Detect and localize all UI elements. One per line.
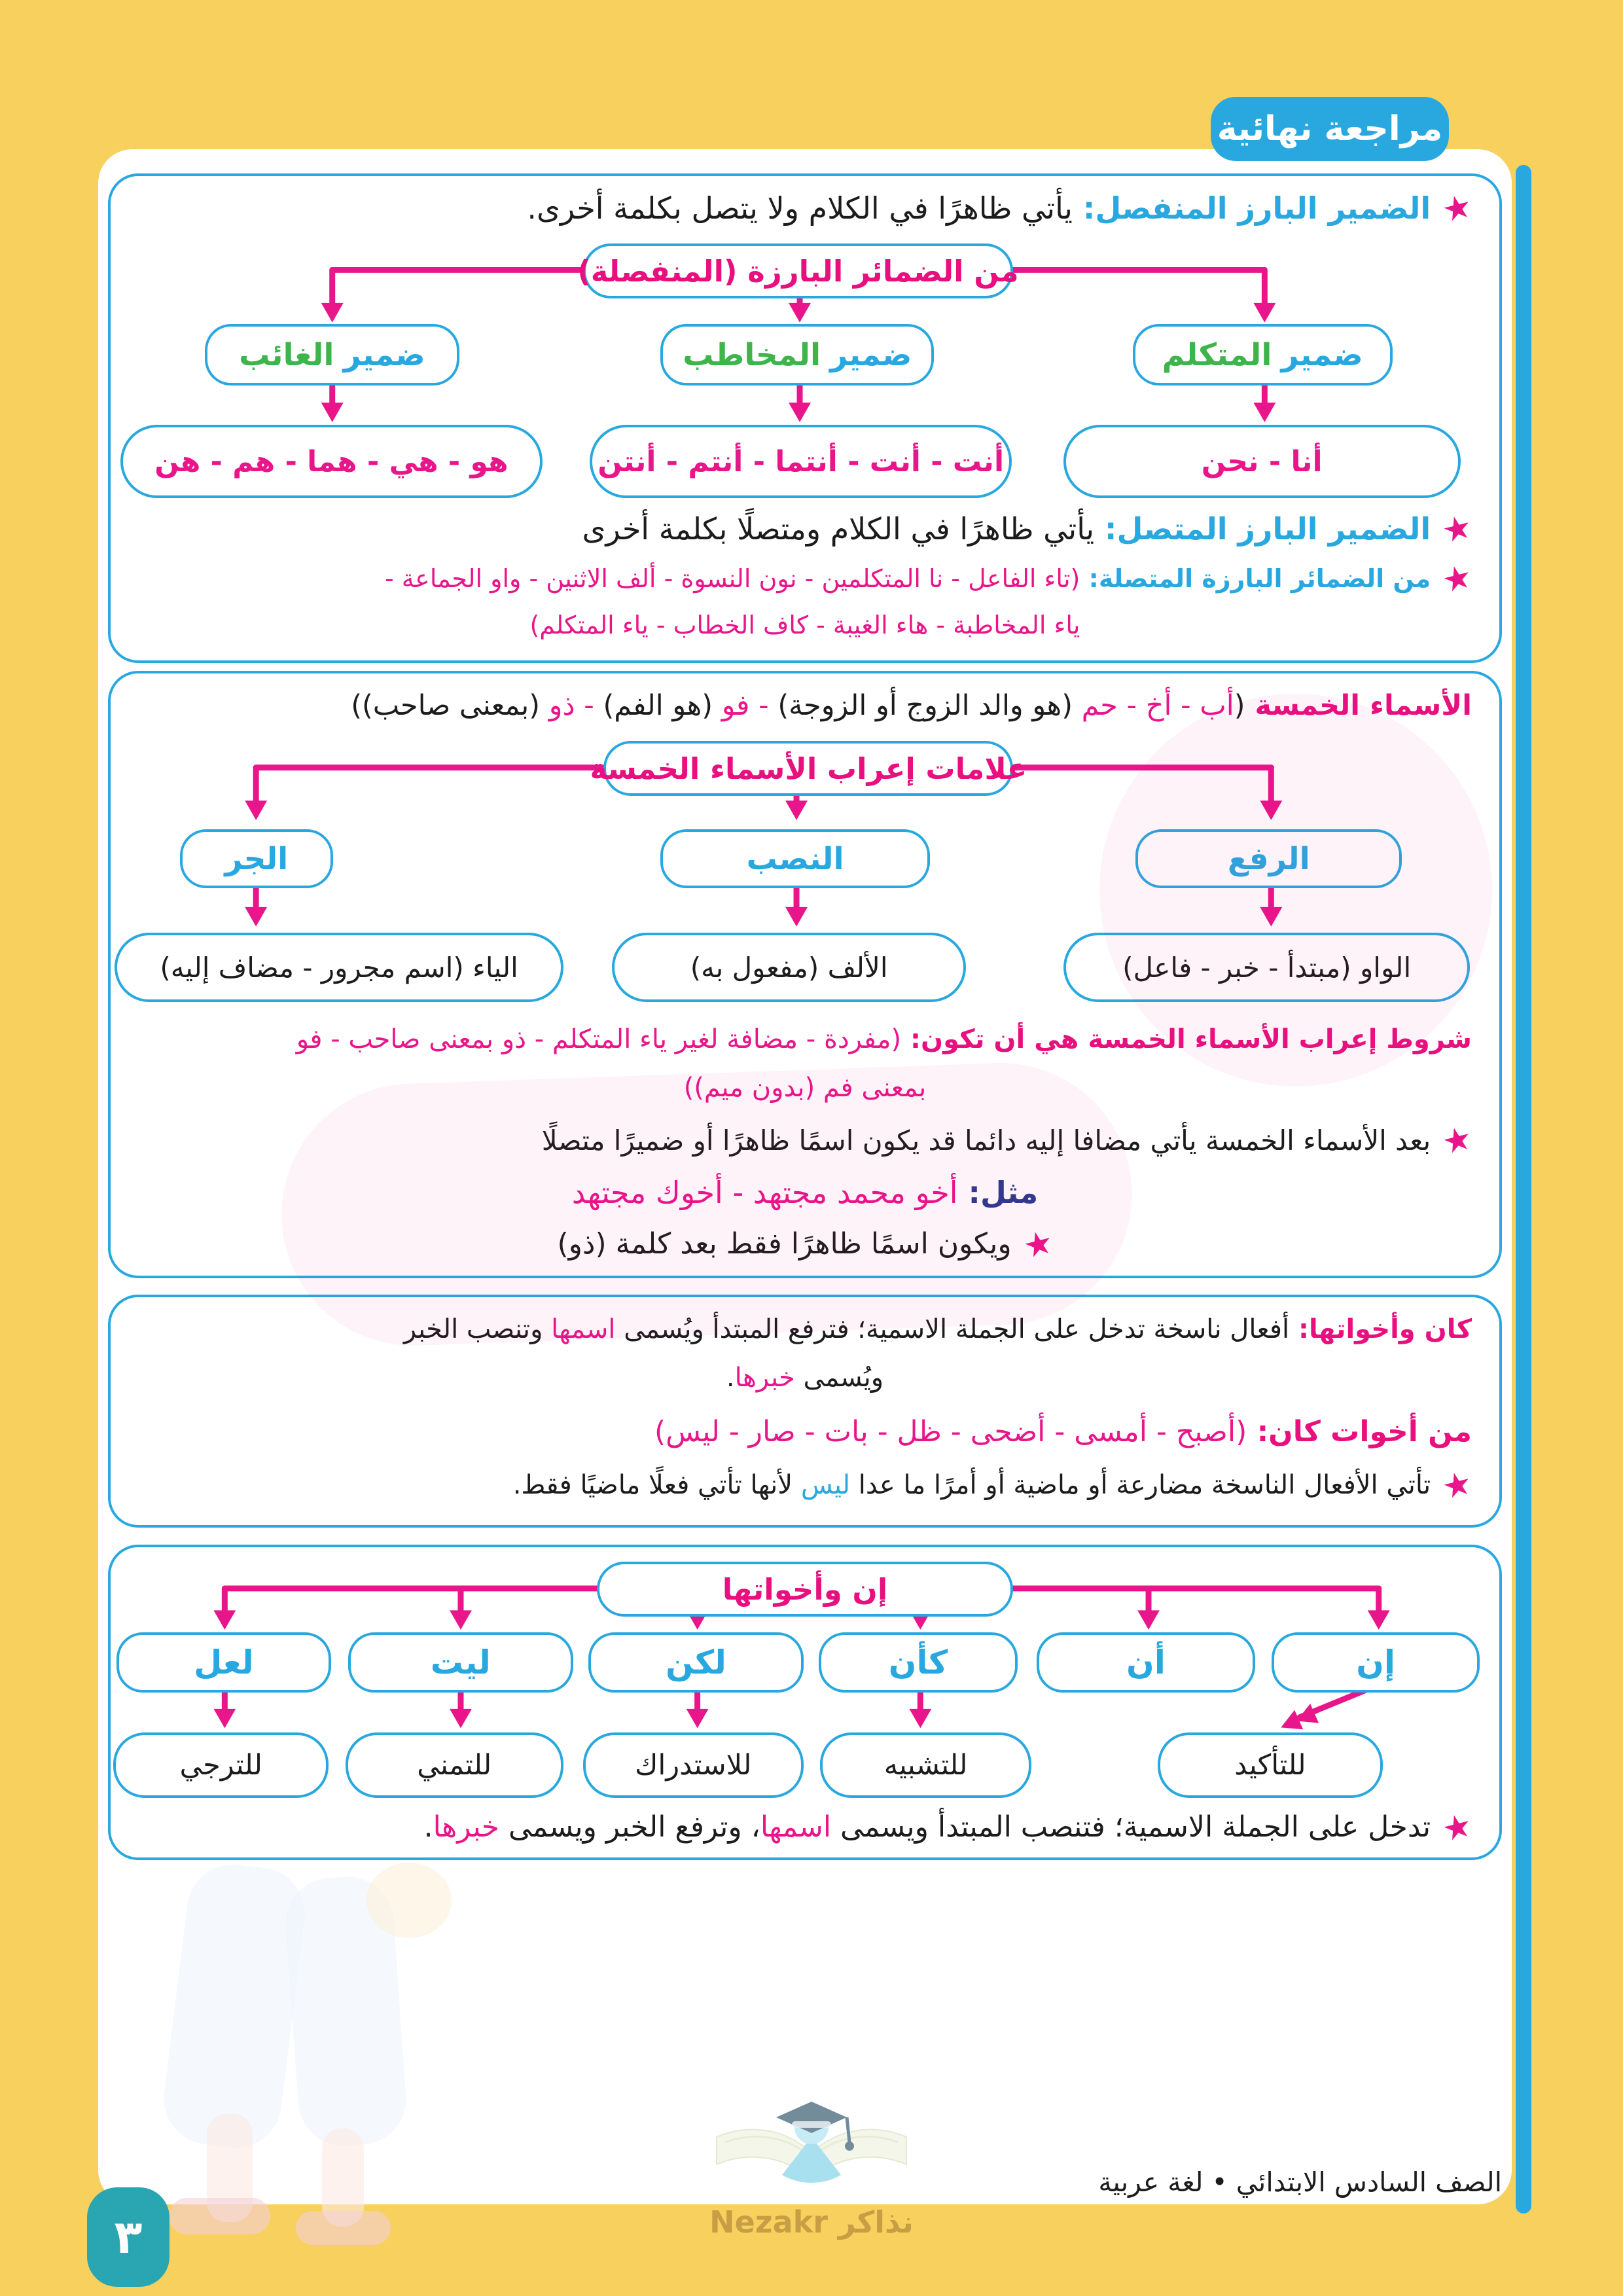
meaning-wish: للتمني	[346, 1732, 563, 1798]
sheet-edge-accent	[1516, 165, 1531, 2214]
case-detail-jar: الياء (اسم مجرور - مضاف إليه)	[115, 933, 563, 1002]
footer-subject: الصف السادس الابتدائي • لغة عربية	[1098, 2166, 1502, 2198]
meaning-hope: للترجي	[113, 1732, 329, 1798]
five-nouns-note-mudaf: ★ بعد الأسماء الخمسة يأتي مضافا إليه دائما قد يكون اسمًا ظاهرًا أو ضميرًا متصلًا	[138, 1124, 1472, 1157]
inna-note: ★ تدخل على الجملة الاسمية؛ فتنصب المبتدأ ويسمى اسمها، وترفع الخبر ويسمى خبرها.	[138, 1810, 1472, 1844]
flow-root-inna-sisters: إن وأخواتها	[597, 1562, 1014, 1617]
definition-text: الضمير البارز المنفصل: يأتي ظاهرًا في الكلام ولا يتصل بكلمة أخرى.	[527, 190, 1431, 226]
star-icon	[1439, 188, 1476, 227]
meaning-correction: للاستدراك	[583, 1732, 804, 1798]
five-nouns-conditions-line2: بمعنى فم (بدون ميم))	[683, 1073, 927, 1103]
particle-laalla: لعل	[116, 1632, 332, 1693]
five-nouns-note-dhu: ★ ويكون اسمًا ظاهرًا فقط بعد كلمة (ذو)	[138, 1227, 1472, 1261]
star-icon	[1020, 1225, 1056, 1263]
attached-pronoun-list-line1: ★ من الضمائر البارزة المتصلة: (تاء الفاعل - نا المتكلمين - نون النسوة - ألف الاثنين - واو الجماعة -	[138, 562, 1472, 595]
flow-node-jar: الجر	[180, 829, 332, 888]
separate-pronoun-definition	[138, 190, 1472, 226]
character-shoe	[296, 2211, 391, 2245]
star-icon	[1439, 509, 1476, 548]
publisher-wordmark: نذاكر Nezakr	[709, 2204, 914, 2240]
meaning-simile: للتشبيه	[820, 1732, 1031, 1798]
card-kana-sisters	[108, 1295, 1502, 1528]
particle-anna: أن	[1037, 1632, 1255, 1693]
particle-inna: إن	[1272, 1632, 1480, 1693]
star-icon	[1439, 1808, 1476, 1846]
attached-pronoun-list-line2: ياء المخاطبة - هاء الغيبة - كاف الخطاب - ياء المتكلم)	[529, 611, 1080, 639]
flow-node-nasb: النصب	[660, 829, 930, 888]
card-separate-pronouns	[108, 173, 1502, 663]
page-number-badge: ٣	[87, 2187, 169, 2287]
meaning-emphasis: للتأكيد	[1158, 1732, 1383, 1798]
flow-node-addressee-pronoun: ضمير المخاطب	[660, 324, 934, 386]
review-badge: مراجعة نهائية	[1211, 97, 1449, 161]
particle-lakinna: لكن	[588, 1632, 804, 1693]
five-nouns-example: مثل: أخو محمد مجتهد - أخوك مجتهد	[571, 1175, 1039, 1210]
flow-node-speaker-pronoun: ضمير المتكلم	[1133, 324, 1393, 386]
star-icon	[1439, 1465, 1476, 1504]
kana-definition-line2: ويُسمى خبرها.	[726, 1363, 884, 1393]
flow-root-label: من الضمائر البارزة (المنفصلة)	[577, 253, 1019, 289]
flow-node-absent-pronoun: ضمير الغائب	[205, 324, 459, 386]
publisher-logo-icon	[707, 2091, 916, 2208]
flow-node-raf: الرفع	[1135, 829, 1402, 888]
pronoun-list-absent: هو - هي - هما - هم - هن	[120, 425, 543, 498]
pronoun-list-speaker: أنا - نحن	[1063, 425, 1461, 498]
particle-layta: ليت	[348, 1632, 573, 1693]
card-five-nouns	[108, 671, 1502, 1278]
star-icon	[1439, 559, 1476, 598]
attached-pronoun-definition: ★ الضمير البارز المتصل: يأتي ظاهرًا في الكلام ومتصلًا بكلمة أخرى	[138, 511, 1472, 547]
five-nouns-intro: الأسماء الخمسة (أب - أخ - حم (هو والد الزوج أو الزوجة) - فو (هو الفم) - ذو (بمعنى صاحب))	[351, 689, 1472, 722]
star-icon	[1439, 1121, 1476, 1159]
flow-root-separate-pronouns	[577, 243, 1019, 298]
case-detail-nasb: الألف (مفعول به)	[612, 933, 966, 1002]
character-hand	[366, 1863, 452, 1938]
kana-sisters-list: من أخوات كان: (أصبح - أمسى - أضحى - ظل - بات - صار - ليس)	[654, 1415, 1472, 1448]
flow-root-five-nouns-cases: علامات إعراب الأسماء الخمسة	[603, 741, 1013, 796]
particle-kaanna: كأن	[819, 1632, 1017, 1693]
kana-note: ★ تأتي الأفعال الناسخة مضارعة أو ماضية أو أمرًا ما عدا ليس لأنها تأتي فعلًا ماضيًا فقط.	[138, 1469, 1472, 1501]
pronoun-list-addressee: أنت - أنت - أنتما - أنتم - أنتن	[590, 425, 1012, 498]
kana-definition-line1: كان وأخواتها: أفعال ناسخة تدخل على الجملة الاسمية؛ فترفع المبتدأ ويُسمى اسمها وتنصب الخبر	[403, 1314, 1472, 1344]
card-inna-sisters	[108, 1545, 1502, 1860]
case-detail-raf: الواو (مبتدأ - خبر - فاعل)	[1063, 933, 1471, 1002]
character-shoe	[169, 2198, 270, 2234]
five-nouns-conditions-line1: شروط إعراب الأسماء الخمسة هي أن تكون: (مفردة - مضافة لغير ياء المتكلم - ذو بمعنى صاحب - فو	[296, 1024, 1472, 1054]
